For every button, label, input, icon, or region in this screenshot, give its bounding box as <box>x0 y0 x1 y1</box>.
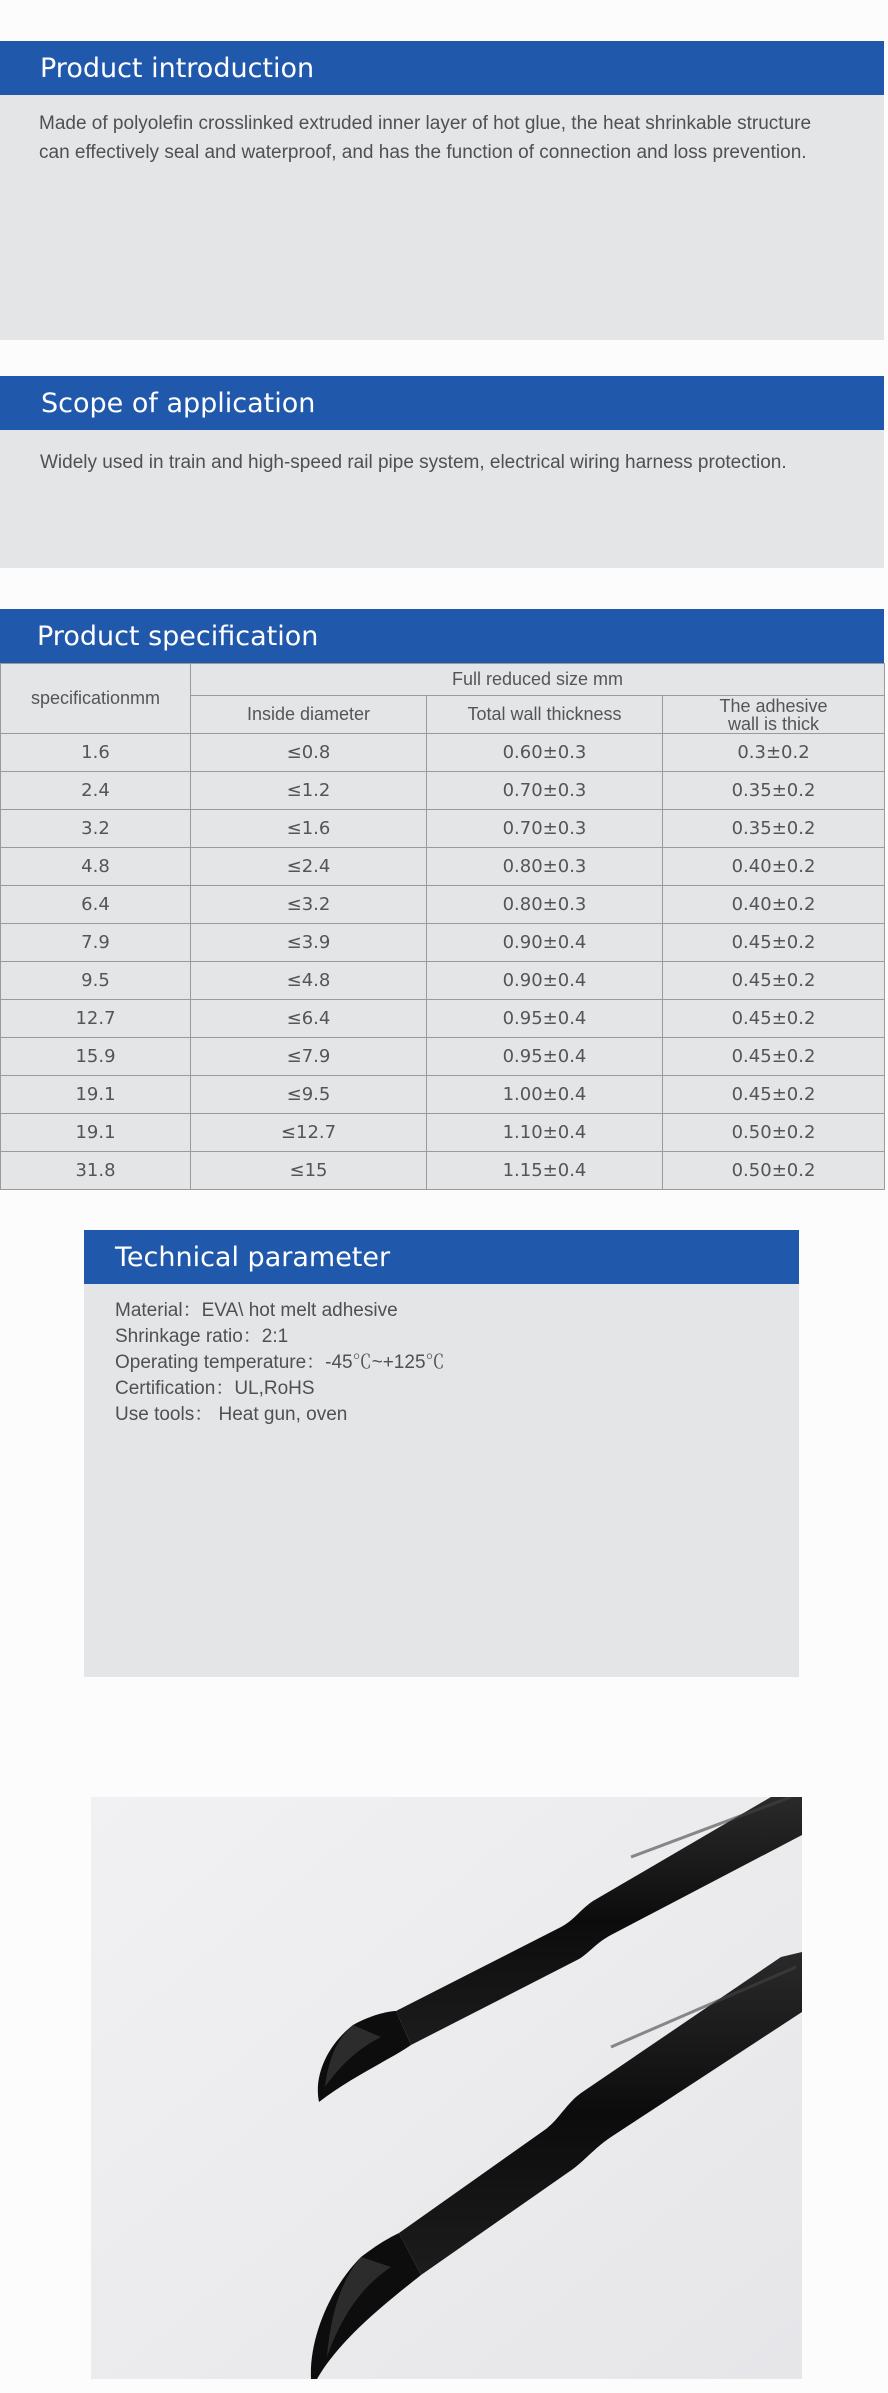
inside-diameter-cell: ≤0.8 <box>191 734 427 772</box>
table-row <box>1 1076 885 1114</box>
product-specification-title: Product specification <box>0 609 884 663</box>
adhesive-wall-cell: 0.45±0.2 <box>663 1038 885 1076</box>
scope-of-application-panel <box>0 430 884 568</box>
adhesive-wall-cell: 0.45±0.2 <box>663 924 885 962</box>
adhesive-wall-cell: 0.45±0.2 <box>663 962 885 1000</box>
table-row <box>1 1038 885 1076</box>
adhesive-wall-cell: 0.35±0.2 <box>663 772 885 810</box>
wall-thickness-cell: 1.15±0.4 <box>427 1152 663 1190</box>
table-row <box>1 734 885 772</box>
total-wall-thickness-header: Total wall thickness <box>427 696 663 734</box>
wall-thickness-cell: 0.90±0.4 <box>427 924 663 962</box>
spec-value-cell: 31.8 <box>1 1152 191 1190</box>
inside-diameter-cell: ≤1.6 <box>191 810 427 848</box>
adhesive-wall-cell: 0.50±0.2 <box>663 1152 885 1190</box>
wall-thickness-cell: 0.90±0.4 <box>427 962 663 1000</box>
inside-diameter-cell: ≤7.9 <box>191 1038 427 1076</box>
spec-value-cell: 19.1 <box>1 1076 191 1114</box>
product-introduction-title: Product introduction <box>0 41 884 95</box>
adhesive-wall-cell: 0.45±0.2 <box>663 1000 885 1038</box>
adhesive-wall-cell: 0.40±0.2 <box>663 886 885 924</box>
spec-value-cell: 7.9 <box>1 924 191 962</box>
adhesive-wall-header <box>663 696 885 734</box>
inside-diameter-cell: ≤6.4 <box>191 1000 427 1038</box>
wall-thickness-cell: 0.80±0.3 <box>427 886 663 924</box>
inside-diameter-cell: ≤4.8 <box>191 962 427 1000</box>
specification-table-body <box>1 734 885 1190</box>
table-row <box>1 1152 885 1190</box>
param-shrinkage-ratio: Shrinkage ratio：2:1 <box>115 1326 289 1347</box>
table-row <box>1 848 885 886</box>
adhesive-wall-header-line1: The adhesive <box>719 695 828 716</box>
inside-diameter-header: Inside diameter <box>191 696 427 734</box>
inside-diameter-cell: ≤12.7 <box>191 1114 427 1152</box>
adhesive-wall-cell: 0.45±0.2 <box>663 1076 885 1114</box>
spec-value-cell: 19.1 <box>1 1114 191 1152</box>
adhesive-wall-header-line2: wall is thick <box>728 713 820 734</box>
product-introduction-section <box>0 41 884 340</box>
spec-value-cell: 1.6 <box>1 734 191 772</box>
wall-thickness-cell: 0.70±0.3 <box>427 810 663 848</box>
param-certification: Certification：UL,RoHS <box>115 1378 315 1399</box>
technical-parameter-panel <box>84 1284 799 1677</box>
specification-table <box>0 663 885 1190</box>
spec-value-cell: 3.2 <box>1 810 191 848</box>
product-introduction-text: Made of polyolefin crosslinked extruded inner layer of hot glue, the heat shrinkable structure can effectively seal and waterproof, and has the function of connection and loss prevention. <box>39 113 812 163</box>
param-material: Material：EVA\ hot melt adhesive <box>115 1300 398 1321</box>
spec-value-cell: 6.4 <box>1 886 191 924</box>
inside-diameter-cell: ≤9.5 <box>191 1076 427 1114</box>
adhesive-wall-cell: 0.3±0.2 <box>663 734 885 772</box>
table-row <box>1 886 885 924</box>
inside-diameter-cell: ≤3.9 <box>191 924 427 962</box>
inside-diameter-cell: ≤1.2 <box>191 772 427 810</box>
adhesive-wall-cell: 0.50±0.2 <box>663 1114 885 1152</box>
adhesive-wall-cell: 0.35±0.2 <box>663 810 885 848</box>
table-row <box>1 962 885 1000</box>
table-row <box>1 810 885 848</box>
wall-thickness-cell: 1.10±0.4 <box>427 1114 663 1152</box>
inside-diameter-cell: ≤15 <box>191 1152 427 1190</box>
spec-value-cell: 4.8 <box>1 848 191 886</box>
scope-of-application-section <box>0 376 884 568</box>
spec-value-cell: 2.4 <box>1 772 191 810</box>
table-row <box>1 1114 885 1152</box>
technical-parameter-title: Technical parameter <box>84 1230 799 1284</box>
scope-of-application-title: Scope of application <box>0 376 884 430</box>
spec-value-cell: 15.9 <box>1 1038 191 1076</box>
wall-thickness-cell: 0.80±0.3 <box>427 848 663 886</box>
technical-parameter-section <box>84 1230 799 1677</box>
param-operating-temperature: Operating temperature：-45℃~+125℃ <box>115 1352 445 1373</box>
table-row <box>1 1000 885 1038</box>
spec-value-cell: 12.7 <box>1 1000 191 1038</box>
param-use-tools: Use tools： Heat gun, oven <box>115 1404 348 1425</box>
wall-thickness-cell: 1.00±0.4 <box>427 1076 663 1114</box>
product-photo <box>91 1797 802 2379</box>
product-specification-section <box>0 609 884 1190</box>
product-introduction-panel <box>0 95 884 340</box>
inside-diameter-cell: ≤3.2 <box>191 886 427 924</box>
table-row <box>1 772 885 810</box>
spec-column-header: specificationmm <box>1 664 191 734</box>
spec-value-cell: 9.5 <box>1 962 191 1000</box>
scope-of-application-text: Widely used in train and high-speed rail pipe system, electrical wiring harness protection. <box>40 452 787 473</box>
inside-diameter-cell: ≤2.4 <box>191 848 427 886</box>
wall-thickness-cell: 0.95±0.4 <box>427 1000 663 1038</box>
wall-thickness-cell: 0.95±0.4 <box>427 1038 663 1076</box>
adhesive-wall-cell: 0.40±0.2 <box>663 848 885 886</box>
table-row <box>1 924 885 962</box>
wall-thickness-cell: 0.60±0.3 <box>427 734 663 772</box>
wall-thickness-cell: 0.70±0.3 <box>427 772 663 810</box>
full-reduced-size-header: Full reduced size mm <box>191 664 885 696</box>
